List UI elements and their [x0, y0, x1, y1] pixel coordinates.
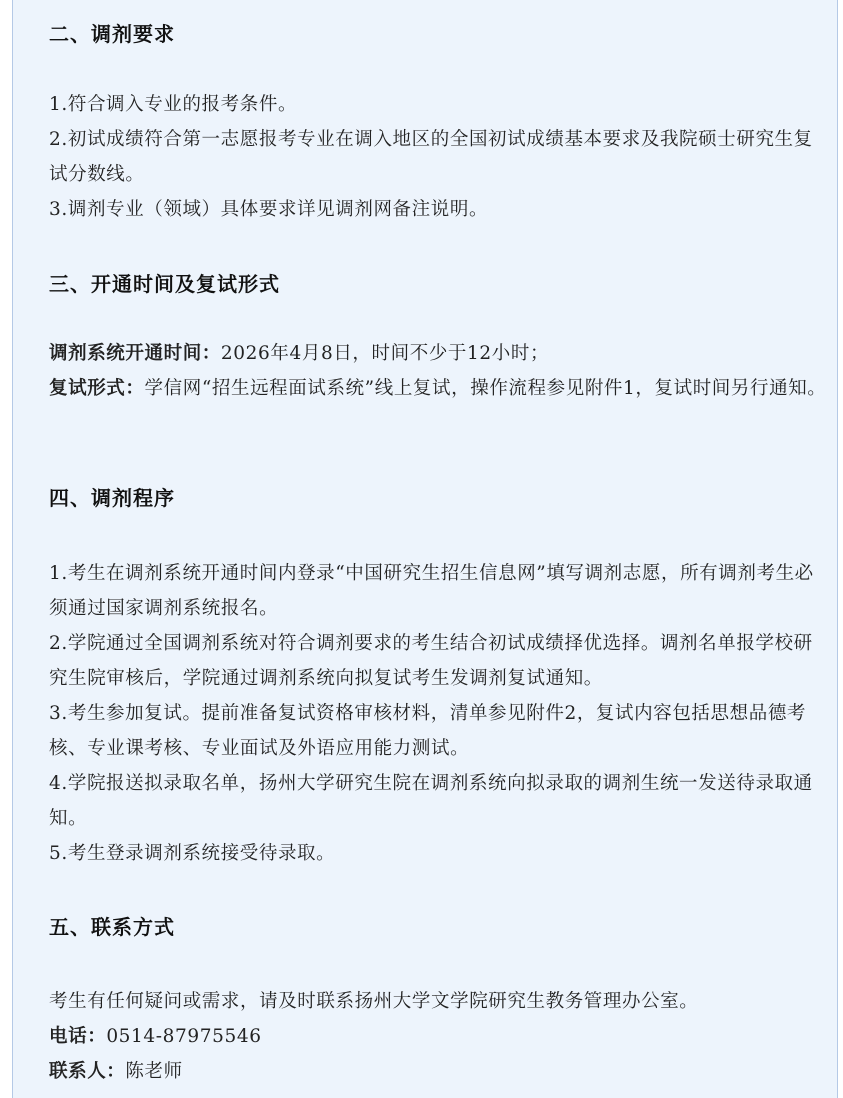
phone-value: 0514-87975546 — [106, 1026, 262, 1047]
list-item: 1.考生在调剂系统开通时间内登录“中国研究生招生信息网”填写调剂志愿，所有调剂考生必须通过国家调剂系统报名。 — [49, 563, 814, 619]
contact-person-line — [49, 1054, 831, 1089]
exam-form-value: 学信网“招生远程面试系统”线上复试，操作流程参见附件1，复试时间另行通知。 — [144, 378, 827, 399]
contact-person-value: 陈老师 — [125, 1061, 183, 1082]
open-time-value: 2026年4月8日，时间不少于12小时； — [220, 343, 550, 364]
phone-line — [49, 1019, 831, 1054]
list-item: 5.考生登录调剂系统接受待录取。 — [49, 843, 336, 864]
contact-info — [49, 984, 831, 1089]
procedure-list — [49, 556, 831, 871]
schedule-info — [49, 336, 831, 406]
exam-form-line — [49, 371, 831, 406]
exam-form-label: 复试形式： — [49, 378, 145, 399]
open-time-line — [49, 336, 831, 371]
list-item: 1.符合调入专业的报考条件。 — [49, 94, 298, 115]
open-time-label: 调剂系统开通时间： — [49, 343, 221, 364]
list-item: 4.学院报送拟录取名单，扬州大学研究生院在调剂系统向拟录取的调剂生统一发送待录取通知。 — [49, 773, 813, 829]
requirements-list — [49, 87, 831, 227]
list-item: 3.考生参加复试。提前准备复试资格审核材料，清单参见附件2，复试内容包括思想品德考核、专业课考核、专业面试及外语应用能力测试。 — [49, 703, 807, 759]
section-heading-requirements: 二、调剂要求 — [49, 22, 175, 46]
section-heading-contact: 五、联系方式 — [49, 915, 175, 939]
content-panel — [12, 0, 838, 1098]
contact-intro: 考生有任何疑问或需求，请及时联系扬州大学文学院研究生教务管理办公室。 — [49, 991, 699, 1012]
list-item: 2.初试成绩符合第一志愿报考专业在调入地区的全国初试成绩基本要求及我院硕士研究生复试分数线。 — [49, 129, 813, 185]
section-heading-procedure: 四、调剂程序 — [49, 486, 175, 510]
list-item: 3.调剂专业（领域）具体要求详见调剂网备注说明。 — [49, 199, 489, 220]
section-heading-schedule: 三、开通时间及复试形式 — [49, 272, 280, 296]
phone-label: 电话： — [49, 1026, 107, 1047]
contact-person-label: 联系人： — [49, 1061, 126, 1082]
list-item: 2.学院通过全国调剂系统对符合调剂要求的考生结合初试成绩择优选择。调剂名单报学校研究生院审核后，学院通过调剂系统向拟复试考生发调剂复试通知。 — [49, 633, 813, 689]
